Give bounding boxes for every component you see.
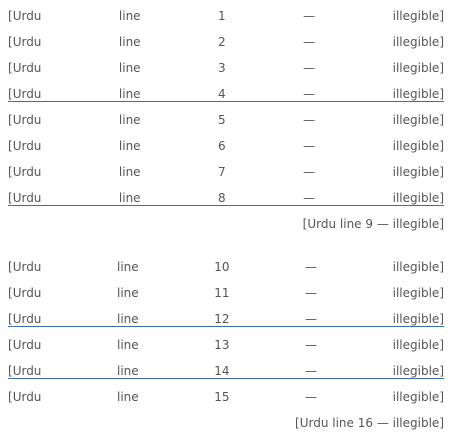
highlighted-text: [Urdu line 14 — illegible] xyxy=(8,364,444,378)
article-line xyxy=(8,212,444,238)
article-line xyxy=(8,134,444,160)
article-line xyxy=(8,359,444,385)
article-body xyxy=(8,4,444,437)
line-text: [Urdu line 15 — illegible] xyxy=(8,390,444,404)
line-text: [Urdu line 1 — illegible] xyxy=(8,9,444,23)
article-line xyxy=(8,108,444,134)
article-line xyxy=(8,411,444,437)
line-text: [Urdu line 10 — illegible] xyxy=(8,260,444,274)
article-line xyxy=(8,255,444,281)
line-text: [Urdu line 2 — illegible] xyxy=(8,35,444,49)
line-text: [Urdu line 13 — illegible] xyxy=(8,338,444,352)
article-line xyxy=(8,307,444,333)
line-text: [Urdu line 3 — illegible] xyxy=(8,61,444,75)
highlighted-text: [Urdu line 12 — illegible] xyxy=(8,312,444,326)
article-line xyxy=(8,82,444,108)
highlighted-text: [Urdu line 8 — illegible] xyxy=(8,191,444,205)
article-line xyxy=(8,281,444,307)
article-line xyxy=(8,333,444,359)
line-text: [Urdu line 11 — illegible] xyxy=(8,286,444,300)
highlighted-text: [Urdu line 4 — illegible] xyxy=(8,87,444,101)
article-paragraph xyxy=(8,4,444,238)
article-line xyxy=(8,160,444,186)
article-line xyxy=(8,186,444,212)
article-line xyxy=(8,385,444,411)
article-line xyxy=(8,30,444,56)
line-text: [Urdu line 9 — illegible] xyxy=(302,217,444,231)
line-text: [Urdu line 16 — illegible] xyxy=(295,416,444,430)
line-text: [Urdu line 6 — illegible] xyxy=(8,139,444,153)
line-text: [Urdu line 5 — illegible] xyxy=(8,113,444,127)
article-line xyxy=(8,56,444,82)
article-line xyxy=(8,4,444,30)
article-paragraph xyxy=(8,255,444,437)
line-text: [Urdu line 7 — illegible] xyxy=(8,165,444,179)
